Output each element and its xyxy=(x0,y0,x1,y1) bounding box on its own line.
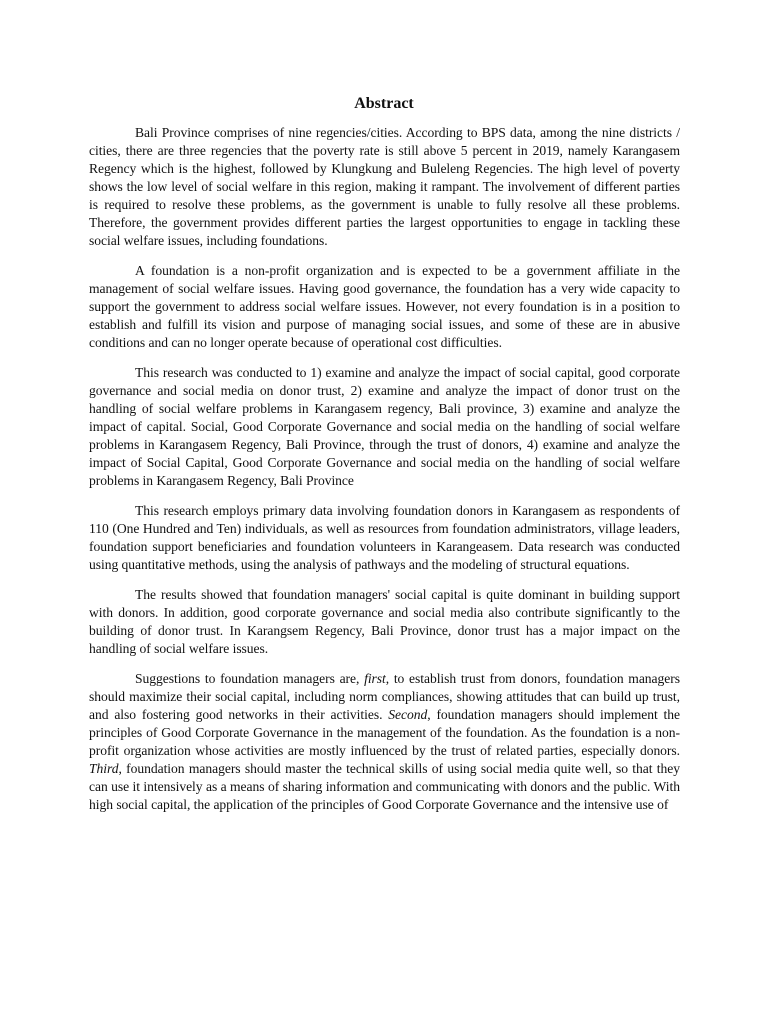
paragraph-6-text-3: , foundation managers should implement the principles of Good Corporate Governance in the management of the foundation. As the foundation is a non-profit organization whose activities are mostly influenced by the trust of related parties, especially donors. xyxy=(89,707,680,758)
paragraph-6 xyxy=(89,670,680,814)
abstract-heading: Abstract xyxy=(354,95,414,112)
emphasis-first: first xyxy=(364,671,386,686)
paragraph-5: The results showed that foundation managers' social capital is quite dominant in building support with donors. In addition, good corporate governance and social media also contribute significantly to the building of donor trust. In Karangsem Regency, Bali Province, donor trust has a major impact on the handling of social welfare issues. xyxy=(89,587,680,656)
abstract-body xyxy=(89,124,680,826)
paragraph-6-text-4: , foundation managers should master the technical skills of using social media quite well, so that they can use it intensively as a means of sharing information and communicating with donors and the public. With high social capital, the application of the principles of Good Corporate Governance and the intensive use of xyxy=(89,761,680,812)
paragraph-3: This research was conducted to 1) examine and analyze the impact of social capital, good corporate governance and social media on donor trust, 2) examine and analyze the impact of donor trust on the handling of social welfare problems in Karangasem regency, Bali province, 3) examine and analyze the impact of capital. Social, Good Corporate Governance and social media on the handling of social welfare problems in Karangasem Regency, Bali Province, through the trust of donors, 4) examine and analyze the impact of Social Capital, Good Corporate Governance and social media on the handling of social welfare problems in Karangasem Regency, Bali Province xyxy=(89,365,680,488)
paragraph-2: A foundation is a non-profit organization and is expected to be a government affiliate in the management of social welfare issues. Having good governance, the foundation has a very wide capacity to support the government to address social welfare issues. However, not every foundation is in a position to establish and fulfill its vision and purpose of managing social issues, and some of these are in abusive conditions and can no longer operate because of operational cost difficulties. xyxy=(89,263,680,350)
paragraph-6-text-2: , to establish trust from donors, foundation managers should maximize their social capital, including norm compliances, showing attitudes that can build up trust, and also fostering good networks in their activities. xyxy=(89,671,680,722)
emphasis-third: Third xyxy=(89,761,119,776)
paragraph-6-text-1: Suggestions to foundation managers are, xyxy=(135,671,365,686)
emphasis-second: Second xyxy=(388,707,428,722)
paragraph-4: This research employs primary data involving foundation donors in Karangasem as respondents of 110 (One Hundred and Ten) individuals, as well as resources from foundation administrators, village leaders, foundation support beneficiaries and foundation volunteers in Karangeasem. Data research was conducted using quantitative methods, using the analysis of pathways and the modeling of structural equations. xyxy=(89,503,680,572)
paragraph-1: Bali Province comprises of nine regencies/cities. According to BPS data, among the nine districts / cities, there are three regencies that the poverty rate is still above 5 percent in 2019, namely Karangasem Regency which is the highest, followed by Klungkung and Buleleng Regencies. The high level of poverty shows the low level of social welfare in this region, making it rampant. The involvement of different parties is required to resolve these problems, as the government is unable to fully resolve all these problems. Therefore, the government provides different parties the largest opportunities to engage in tackling these social welfare issues, including foundations. xyxy=(89,125,680,248)
